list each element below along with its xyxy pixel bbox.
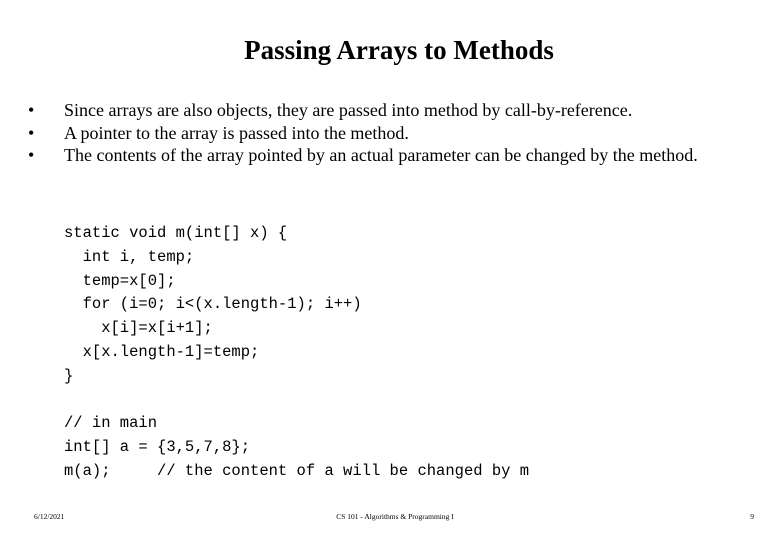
code-line: static void m(int[] x) { — [64, 224, 288, 242]
footer-page-number: 9 — [750, 512, 754, 521]
code-block — [64, 222, 529, 484]
code-line: } — [64, 366, 74, 385]
code-line: for (i=0; i<(x.length-1); i++) — [64, 295, 362, 314]
bullet-dot-icon: • — [28, 122, 35, 143]
bullet-text: A pointer to the array is passed into the method. — [64, 122, 409, 143]
footer-date: 6/12/2021 — [34, 512, 65, 521]
slide-title: Passing Arrays to Methods — [244, 35, 554, 65]
code-spacer — [64, 389, 529, 413]
bullet-text: The contents of the array pointed by an actual parameter can be changed by the method. — [64, 145, 698, 165]
code-line: int[] a = {3,5,7,8}; — [64, 438, 251, 457]
bullet-item — [28, 122, 748, 145]
bullet-item — [28, 99, 748, 122]
code-line: // in main — [64, 414, 158, 433]
code-line: int i, temp; — [64, 247, 195, 266]
bullet-dot-icon: • — [28, 100, 35, 120]
bullet-text: Since arrays are also objects, they are passed into method by call-by-reference. — [64, 100, 633, 120]
bullet-list — [28, 99, 748, 167]
code-line: x[x.length-1]=temp; — [64, 342, 260, 361]
code-line: x[i]=x[i+1]; — [64, 319, 213, 338]
bullet-dot-icon: • — [28, 145, 35, 165]
bullet-item — [28, 144, 748, 167]
code-line: m(a); // the content of a will be changed by m — [64, 461, 530, 480]
footer-course: CS 101 - Algorithms & Programming I — [336, 512, 454, 521]
code-line: temp=x[0]; — [64, 271, 176, 290]
